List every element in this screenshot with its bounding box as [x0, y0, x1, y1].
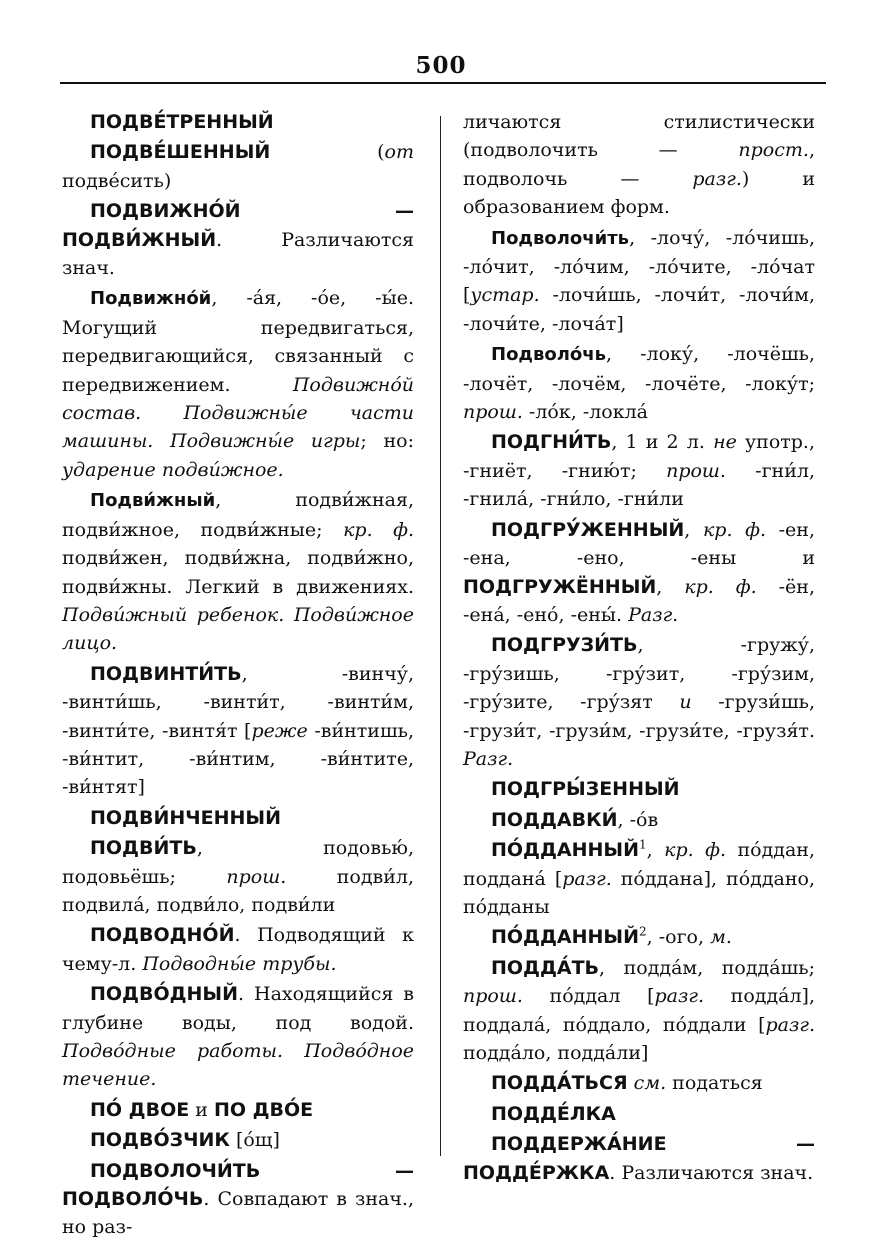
entry-headword: ПО́ДДАННЫЙ	[491, 926, 639, 949]
entry-text: ) и образованием форм.	[463, 167, 815, 219]
dictionary-entry	[463, 806, 815, 834]
entry-italic-text: не	[713, 431, 737, 454]
entry-text: , -гружу́, -гру́зишь, -гру́зит, -гру́зим, -гру́зите, -гру́зят	[463, 634, 815, 714]
entry-text: по́ддал [	[522, 985, 655, 1008]
dictionary-entry	[62, 486, 414, 657]
dictionary-entry	[62, 834, 414, 919]
entry-text: ,	[646, 839, 665, 862]
entry-text: ,	[808, 139, 815, 162]
entry-headword: ПО́ ДВОЕ	[90, 1098, 190, 1121]
entry-text: подволочить	[470, 139, 598, 162]
entry-text: по́ддана], по́ддано, по́дданы	[463, 867, 815, 918]
dictionary-entry	[62, 197, 414, 282]
dictionary-entry	[463, 108, 815, 222]
entry-text: подволочь	[463, 167, 568, 190]
entry-headword: ПОДГРЫ́ЗЕННЫЙ	[491, 778, 680, 801]
dictionary-entry	[463, 1100, 815, 1128]
right-column	[463, 108, 815, 1189]
entry-text: [о́щ]	[229, 1129, 280, 1152]
dictionary-entry	[463, 1069, 815, 1097]
dictionary-entry	[463, 631, 815, 773]
entry-headword: ПОДВИЖНО́Й — ПОДВИ́ЖНЫЙ	[62, 200, 414, 251]
entry-text: , -локу́, -лочёшь, -лочёт, -лочём, -лочёте, -локу́т;	[463, 343, 815, 395]
entry-text: —	[567, 167, 693, 190]
entry-italic-text: Подво́дные работы. Подво́дное течение.	[62, 1040, 414, 1091]
entry-italic-text: разг.	[562, 867, 612, 890]
column-divider	[440, 116, 441, 1156]
dictionary-entry	[463, 224, 815, 339]
entry-text: , -лочу́, -ло́чишь, -ло́чит, -ло́чим, -ло́чите, -ло́чат [	[463, 226, 815, 307]
entry-text: подви́жен, подви́жна, подви́жно, подви́жны. Легкий в движениях.	[62, 547, 414, 598]
left-column	[62, 108, 414, 1244]
entry-text: . Различаются знач.	[609, 1161, 814, 1184]
entry-headword: ПОДДА́ТЬСЯ	[491, 1072, 628, 1095]
entry-text: , 1 и 2 л.	[611, 431, 714, 454]
entry-headword: ПОДДАВКИ́	[491, 808, 618, 831]
entry-italic-text: прост.	[738, 139, 809, 162]
entry-text: , -а́я, -о́е, -ы́е. Могущий передвигаться, передвигающийся, связанный с передвижением.	[62, 287, 414, 396]
entry-text: , -о́в	[617, 808, 659, 831]
dictionary-entry	[463, 775, 815, 803]
entry-italic-text: Разг.	[628, 603, 679, 626]
dictionary-entry	[62, 921, 414, 978]
entry-text: , -винчу́, -винти́шь, -винти́т, -винти́м, -винти́те, -винтя́т [	[62, 662, 414, 742]
dictionary-entry	[62, 284, 414, 484]
entry-italic-text: ударение подви́жное.	[62, 458, 284, 481]
dictionary-entry	[463, 516, 815, 630]
entry-italic-text: Подвижно́й состав. Подвижны́е части машины. Подвижны́е игры	[62, 373, 414, 453]
entry-text: -ён, -ена́, -ено́, -ены́.	[463, 575, 815, 626]
entry-italic-text: разг.	[654, 985, 704, 1008]
entry-text: -ло́к, -локла́	[522, 401, 649, 424]
entry-headword: ПОДВОЛОЧИ́ТЬ — ПОДВОЛО́ЧЬ	[62, 1159, 414, 1211]
entry-text: -грузи́шь, -грузи́т, -грузи́м, -грузи́те, -грузя́т.	[463, 691, 815, 742]
entry-text: . Совпадают в знач., но раз-	[62, 1188, 414, 1239]
entry-italic-text: Разг.	[463, 747, 514, 770]
dictionary-entry	[62, 138, 414, 195]
entry-italic-text: разг.	[692, 167, 742, 190]
dictionary-entry	[62, 980, 414, 1094]
dictionary-entry	[62, 1157, 414, 1242]
entry-headword: ПОДГРУ́ЖЕННЫЙ	[491, 518, 685, 541]
entry-headword: ПОДГРУЖЁННЫЙ	[463, 575, 657, 598]
dictionary-entry	[62, 108, 414, 136]
entry-text: ; но:	[360, 430, 414, 453]
entry-text: -гни́л, -гнила́, -гни́ло, -гни́ли	[463, 459, 815, 511]
entry-text: . Находящийся в глубине воды, под водой.	[62, 983, 414, 1034]
entry-headword: ПОДВИНТИ́ТЬ	[90, 662, 242, 685]
entry-text: . Подводящий к чему-л.	[62, 924, 414, 975]
entry-headword: ПОДВИ́НЧЕННЫЙ	[90, 806, 281, 829]
entry-text: и	[189, 1098, 214, 1121]
entry-subheadword: Подволочи́ть	[491, 227, 630, 249]
entry-italic-text: прош.	[666, 459, 726, 482]
entry-text: личаются стилистически (	[463, 111, 815, 162]
entry-text: подви́л, подвила́, подви́ло, подви́ли	[62, 865, 414, 916]
entry-italic-text: см.	[633, 1072, 667, 1095]
entry-text: -ви́нтишь, -ви́нтит, -ви́нтим, -ви́нтите, -ви́нтят]	[62, 719, 414, 799]
entry-text: , -ого,	[646, 926, 711, 949]
entry-italic-text: разг.	[765, 1013, 815, 1036]
dictionary-entry	[463, 340, 815, 426]
homonym-index: 2	[639, 925, 647, 940]
entry-subheadword: Подволо́чь	[491, 344, 607, 366]
page-number: 500	[415, 52, 467, 79]
entry-headword: ПОДВО́ДНЫЙ	[90, 983, 239, 1006]
entry-headword: ПОДВОДНО́Й	[90, 924, 235, 947]
entry-text: , подовью́, подовьёшь;	[62, 837, 414, 888]
dictionary-entry	[463, 954, 815, 1068]
entry-italic-text: кр. ф.	[664, 839, 727, 862]
entry-italic-text: от	[384, 141, 414, 164]
entry-text: (	[270, 141, 385, 164]
entry-italic-text: кр. ф.	[343, 518, 414, 541]
entry-text: -ен, -ена, -ено, -ены и	[463, 518, 815, 570]
dictionary-entry	[62, 804, 414, 832]
entry-text: употр., -гниёт, -гнию́т;	[463, 431, 816, 482]
entry-italic-text: Подводны́е трубы.	[142, 952, 337, 975]
entry-italic-text: прош.	[463, 985, 523, 1008]
dictionary-entry	[463, 1130, 815, 1187]
entry-headword: ПОДДЕ́ЛКА	[491, 1102, 616, 1125]
entry-text: ,	[684, 518, 703, 541]
dictionary-entry	[463, 923, 815, 951]
dictionary-entry	[62, 660, 414, 802]
entry-headword: ПО ДВО́Е	[213, 1098, 314, 1121]
entry-text: . Различаются знач.	[62, 228, 414, 280]
entry-italic-text: устар.	[470, 284, 540, 307]
entry-italic-text: кр. ф.	[702, 518, 767, 541]
entry-headword: ПОДГНИ́ТЬ	[491, 431, 612, 454]
entry-text: подве́сить)	[62, 169, 172, 192]
entry-italic-text: реже	[251, 719, 308, 742]
dictionary-entry	[463, 428, 815, 513]
entry-headword: ПОДДЕРЖА́НИЕ — ПОДДЕ́РЖКА	[463, 1133, 815, 1184]
entry-text: подда́ло, подда́ли]	[463, 1042, 649, 1064]
header-rule	[60, 82, 826, 84]
entry-text: —	[597, 139, 739, 162]
entry-headword: ПОДВИ́ТЬ	[90, 837, 197, 860]
entry-italic-text: и	[679, 691, 692, 714]
entry-italic-text: прош.	[226, 865, 287, 888]
entry-headword: ПОДДА́ТЬ	[491, 956, 600, 979]
entry-text: ,	[656, 575, 685, 598]
entry-text: , подви́жная, подви́жное, подви́жные;	[62, 489, 414, 541]
entry-text: податься	[666, 1072, 763, 1095]
entry-headword: ПОДВЕ́ТРЕННЫЙ	[90, 111, 274, 133]
dictionary-entry	[62, 1096, 414, 1124]
entry-italic-text: кр. ф.	[684, 575, 757, 598]
entry-text: , подда́м, подда́шь;	[599, 956, 815, 979]
entry-headword: ПОДВО́ЗЧИК	[90, 1129, 230, 1152]
entry-text: -лочи́шь, -лочи́т, -лочи́м, -лочи́те, -лоча́т]	[463, 284, 815, 335]
dictionary-entry	[62, 1126, 414, 1154]
entry-italic-text: Подви́жный ребенок. Подви́жное лицо.	[62, 603, 414, 655]
entry-text: по́ддан, поддана́ [	[463, 839, 815, 890]
entry-headword: ПОДГРУЗИ́ТЬ	[491, 634, 638, 657]
entry-subheadword: Подви́жный	[90, 490, 216, 512]
entry-italic-text: прош.	[463, 401, 523, 424]
homonym-index: 1	[639, 837, 647, 852]
entry-subheadword: Подвижно́й	[90, 288, 212, 310]
entry-headword: ПОДВЕ́ШЕННЫЙ	[90, 141, 271, 164]
entry-italic-text: м.	[710, 926, 732, 949]
entry-text: подда́л], поддала́, по́ддало, по́ддали [	[463, 985, 815, 1036]
entry-headword: ПО́ДДАННЫЙ	[491, 839, 639, 862]
dictionary-entry	[463, 836, 815, 921]
